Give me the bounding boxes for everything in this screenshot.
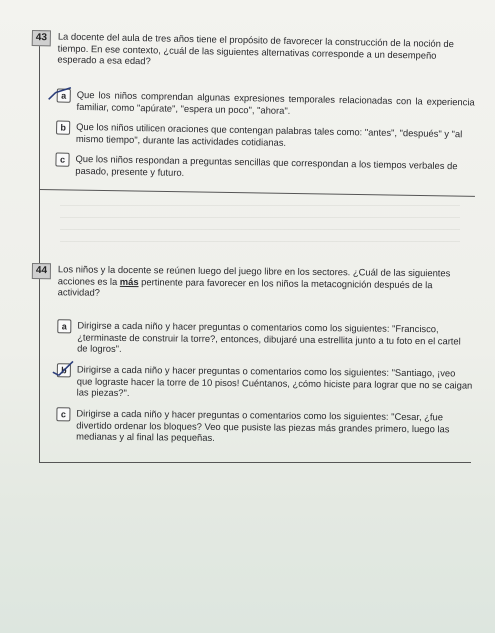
option-b[interactable] [57, 363, 473, 403]
show-through-text [60, 205, 460, 245]
option-text: Que los niños utilicen oraciones que contengan palabras tales como: "antes", "después" y "al mismo tiempo", durante las actividades cotidianas. [75, 120, 463, 148]
question-number: 43 [32, 30, 51, 46]
question-stem [58, 263, 474, 302]
option-letter: c [55, 152, 69, 166]
option-b[interactable] [56, 120, 474, 154]
stem-part: pertinente para favorecer en los niños la metacognición después de la actividad? [57, 275, 433, 298]
stem-part: Los niños y la docente se reúnen luego del juego libre en los sectores. ¿Cuál de las siguientes acciones es la [57, 263, 451, 287]
option-text: Dirigirse a cada niño y hacer preguntas o comentarios como los siguientes: "Santiago, ¡veo que lograste hacer la torre de 10 pisos! Cuéntanos, ¿cómo hiciste para lograr que no se caigan las piezas?". [76, 363, 473, 399]
option-text: Que los niños comprendan algunas expresiones temporales relacionadas con la experiencia familiar, como "apúrate", "espera un poco", "ahora". [76, 88, 475, 116]
option-c[interactable] [55, 152, 473, 186]
option-letter: b [57, 363, 71, 377]
question-44 [30, 263, 474, 463]
option-letter: c [56, 407, 70, 421]
option-a[interactable] [56, 88, 474, 122]
option-text: Dirigirse a cada niño y hacer preguntas o comentarios como los siguientes: "Francisco, ¿terminaste de construir la torre?, entonces, dibujaré una estrellita junto a tu foto en el cartel de logros". [77, 319, 461, 354]
question-stem: La docente del aula de tres años tiene el propósito de favorecer la construcción de la noción de tiempo. En ese contexto, ¿cuál de las siguientes alternativas corresponde a un desempeño esperado a esa edad? [57, 30, 455, 67]
option-letter: a [57, 88, 71, 102]
question-43 [29, 30, 477, 199]
stem-emphasis: más [119, 275, 139, 287]
q44-bottom-rule [39, 462, 471, 463]
option-text: Que los niños respondan a preguntas sencillas que correspondan a los tiempos verbales de pasado, presente y futuro. [75, 152, 458, 178]
option-text: Dirigirse a cada niño y hacer preguntas o comentarios como los siguientes: "Cesar, ¿fue divertido ordenar los bloques? Veo que pusiste las piezas más grandes primero, luego las medianas y al final las pequeñas. [76, 407, 450, 443]
option-letter: a [57, 319, 71, 333]
option-letter: b [56, 120, 70, 134]
question-number: 44 [32, 263, 51, 279]
option-c[interactable] [56, 407, 472, 447]
pen-check-mark-icon [47, 86, 73, 102]
option-a[interactable] [57, 319, 473, 359]
pen-check-mark-icon [51, 360, 77, 376]
